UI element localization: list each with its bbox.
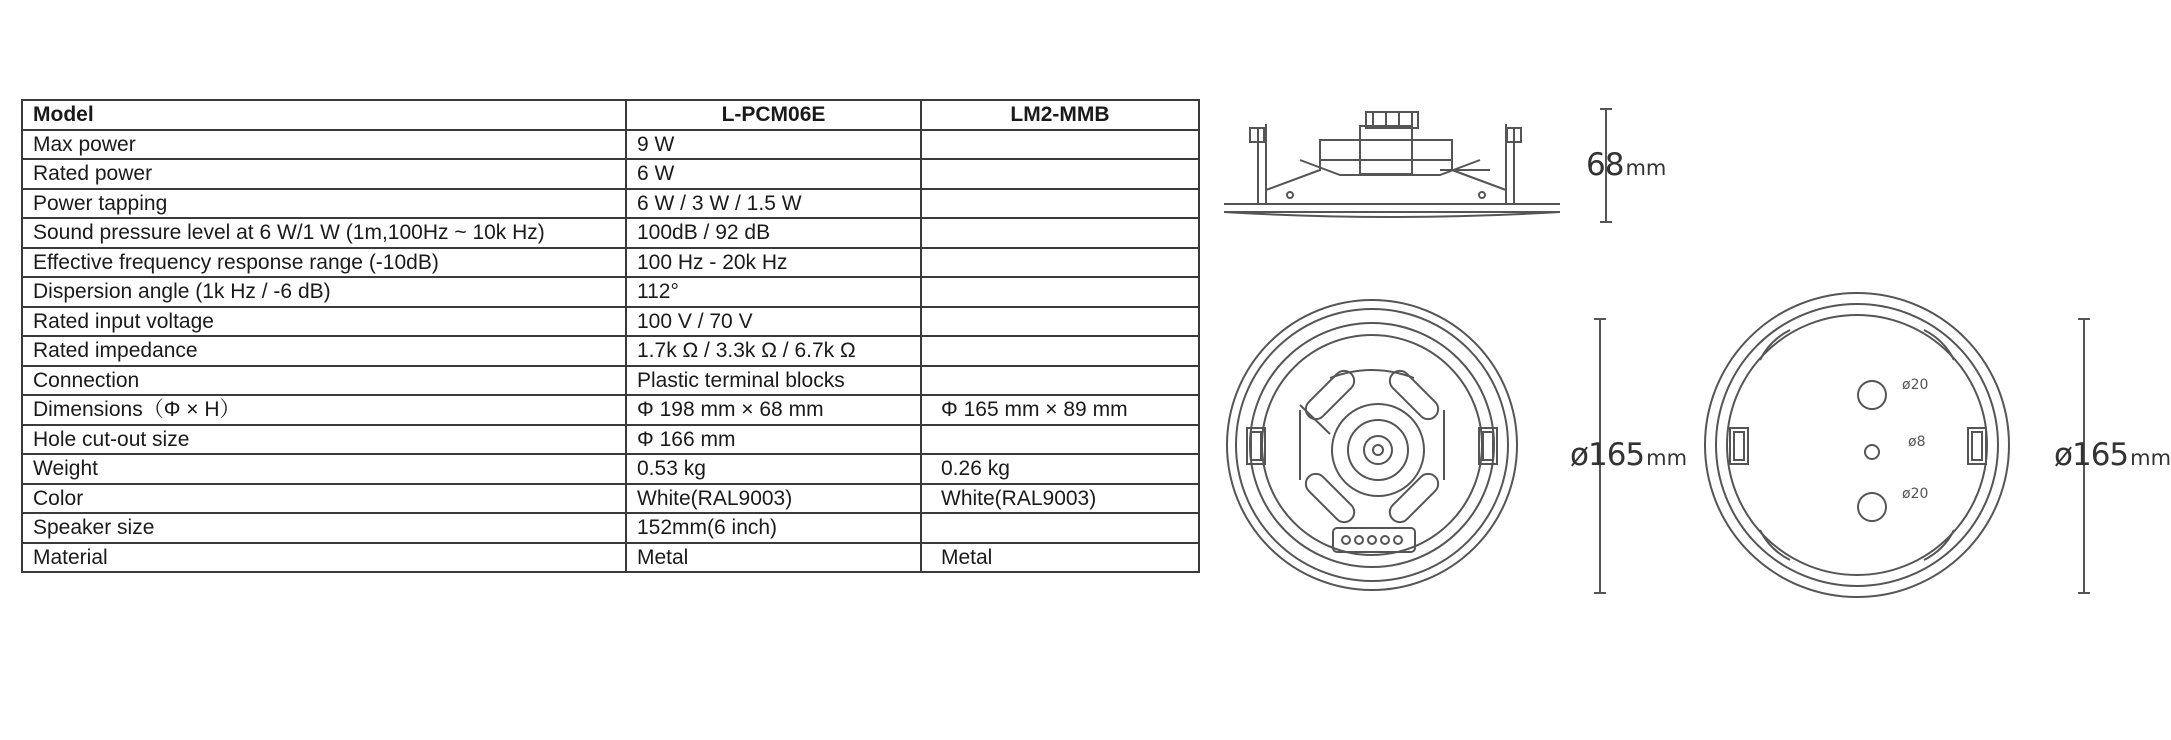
model-1-value-cell: 6 W: [626, 159, 921, 189]
hole-label-center: ø8: [1908, 434, 1926, 450]
spec-label-cell: Connection: [22, 366, 626, 396]
front-diameter-dimension: [1570, 437, 1688, 473]
hole-label-bottom: ø20: [1902, 486, 1929, 502]
spec-label-cell: Max power: [22, 130, 626, 160]
spec-label-cell: Rated impedance: [22, 336, 626, 366]
hole-label-top: ø20: [1902, 377, 1929, 393]
model-1-value-cell: Metal: [626, 543, 921, 573]
model-2-value-cell: Metal: [921, 543, 1199, 573]
spec-label-cell: Power tapping: [22, 189, 626, 219]
model-1-value-cell: 1.7k Ω / 3.3k Ω / 6.7k Ω: [626, 336, 921, 366]
spec-label-cell: Rated input voltage: [22, 307, 626, 337]
model-1-value-cell: 100 V / 70 V: [626, 307, 921, 337]
spec-label-cell: Rated power: [22, 159, 626, 189]
model-2-value-cell: 0.26 kg: [921, 454, 1199, 484]
spec-label-cell: Dispersion angle (1k Hz / -6 dB): [22, 277, 626, 307]
back-diameter-dimension: [2054, 437, 2171, 473]
header-model-1: L-PCM06E: [626, 100, 921, 130]
spec-label-cell: Material: [22, 543, 626, 573]
spec-label-cell: Dimensions（Φ × H）: [22, 395, 626, 425]
model-1-value-cell: White(RAL9003): [626, 484, 921, 514]
model-1-value-cell: 0.53 kg: [626, 454, 921, 484]
front-diameter-unit: mm: [1646, 446, 1688, 470]
model-1-value-cell: 112°: [626, 277, 921, 307]
spec-label-cell: Hole cut-out size: [22, 425, 626, 455]
model-1-value-cell: 100dB / 92 dB: [626, 218, 921, 248]
spec-label-cell: Effective frequency response range (-10dB): [22, 248, 626, 278]
side-height-value: 68: [1586, 147, 1624, 183]
spec-label-cell: Weight: [22, 454, 626, 484]
model-1-value-cell: Plastic terminal blocks: [626, 366, 921, 396]
header-model-label: Model: [22, 100, 626, 130]
model-2-value-cell: Φ 165 mm × 89 mm: [921, 395, 1199, 425]
back-diameter-value: ø165: [2054, 437, 2129, 473]
side-view-drawing: [1224, 109, 1612, 222]
front-view-drawing: [1227, 300, 1606, 593]
spec-label-cell: Color: [22, 484, 626, 514]
model-1-value-cell: 152mm(6 inch): [626, 513, 921, 543]
model-1-value-cell: 6 W / 3 W / 1.5 W: [626, 189, 921, 219]
front-diameter-value: ø165: [1570, 437, 1645, 473]
back-diameter-unit: mm: [2130, 446, 2171, 470]
spec-label-cell: Sound pressure level at 6 W/1 W (1m,100Hz ~ 10k Hz): [22, 218, 626, 248]
model-2-value-cell: White(RAL9003): [921, 484, 1199, 514]
model-1-value-cell: 9 W: [626, 130, 921, 160]
spec-label-cell: Speaker size: [22, 513, 626, 543]
back-view-drawing: [1705, 293, 2090, 597]
side-height-dimension: [1586, 147, 1667, 183]
side-height-unit: mm: [1625, 156, 1667, 180]
model-1-value-cell: Φ 166 mm: [626, 425, 921, 455]
header-model-2: LM2-MMB: [921, 100, 1199, 130]
model-1-value-cell: 100 Hz - 20k Hz: [626, 248, 921, 278]
model-1-value-cell: Φ 198 mm × 68 mm: [626, 395, 921, 425]
